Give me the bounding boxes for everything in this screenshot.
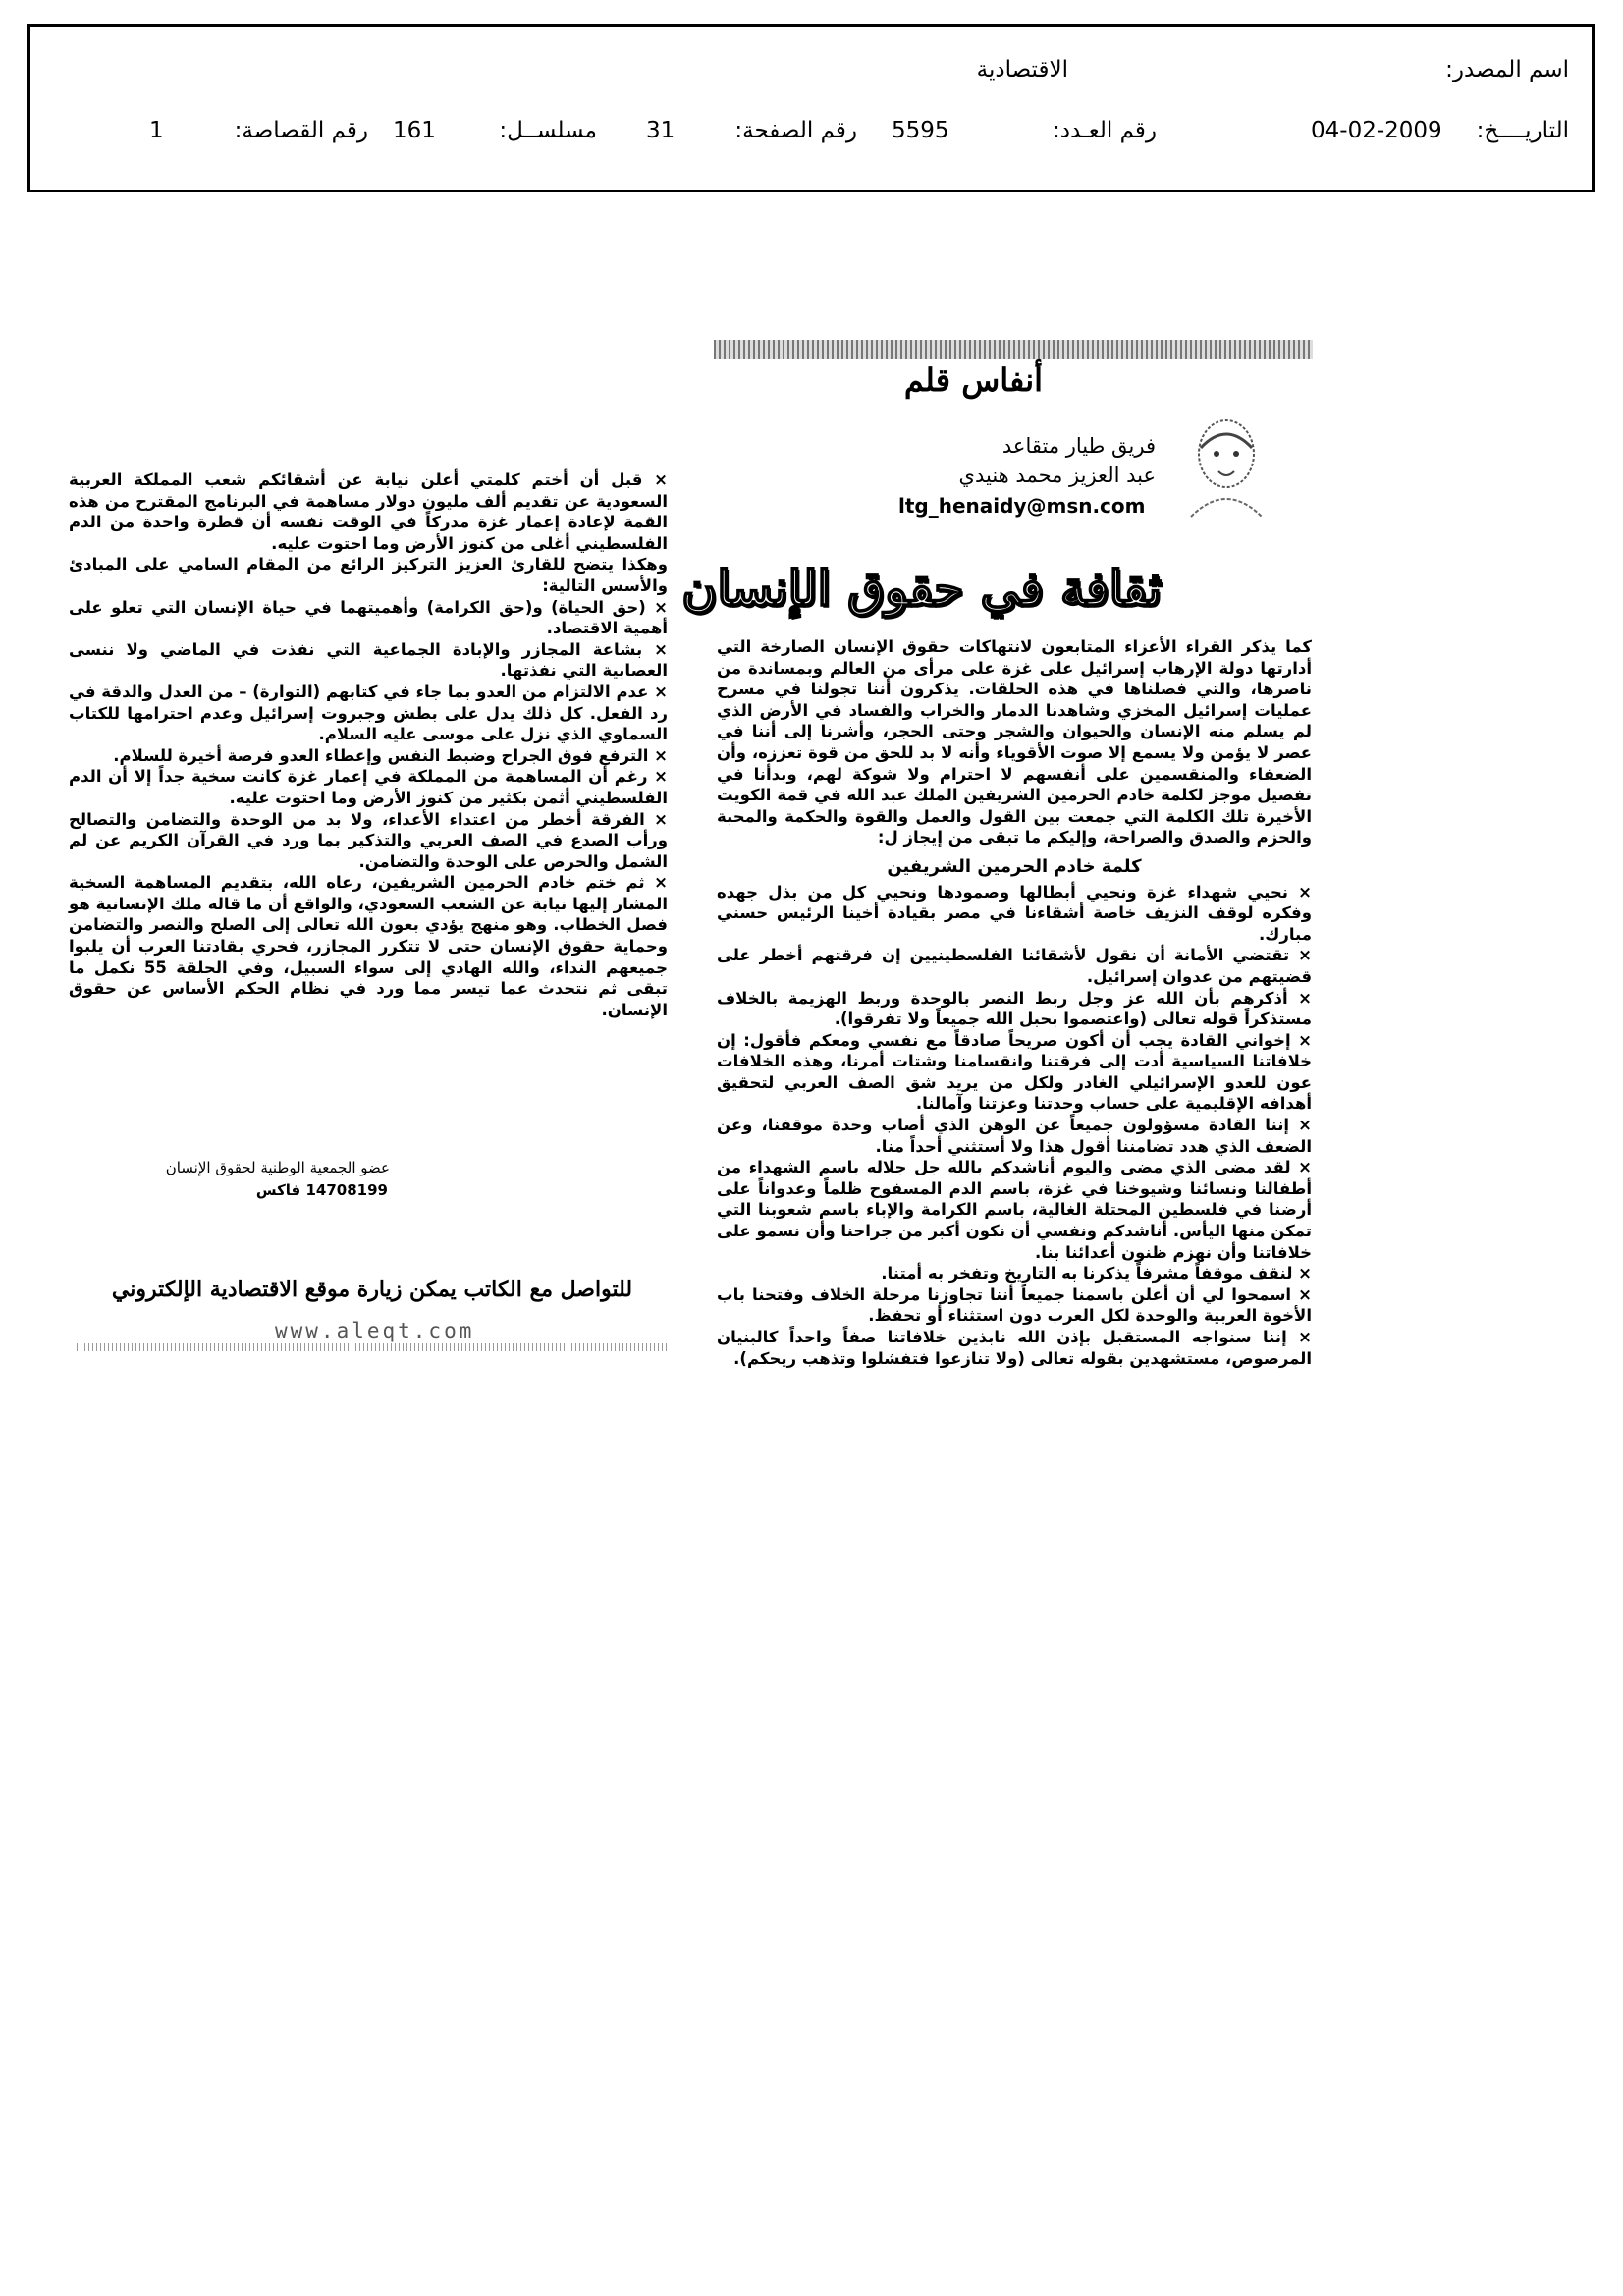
date-value: 04-02-2009	[1311, 118, 1442, 143]
fax-label: فاكس	[255, 1181, 301, 1199]
list-item: × ثم ختم خادم الحرمين الشريفين، رعاه الله، بتقديم المساهمة السخية المشار إليها نيابة عن الشعب السعودي، والواقع أن ما قاله ملك الإنسانية هو فصل الخطاب. وهو منهج يؤدي بعون الله تعالى إلى الصلح والنصر والتضامن وحماية حقوق الإنسان حتى لا تتكرر المجازر، فحري بقادتنا العرب أن يلبوا جميعهم النداء، والله الهادي إلى سواء السبيل، وفي الحلقة 55 نكمل ما تبقى ثم نتحدث عما تيسر مما ورد في نظام الحكم الأساس عن حقوق الإنسان.	[69, 873, 668, 1019]
website-link[interactable]: www.aleqt.com	[275, 1319, 475, 1342]
page-label: رقم الصفحة:	[734, 118, 857, 143]
article-column-left	[69, 469, 668, 1020]
list-item: × قبل أن أختم كلمتي أعلن نيابة عن أشقائكم شعب المملكة العربية السعودية عن تقديم ألف مليون دولار مساهمة في البرنامج المقترح من هذه القمة لإعادة إعمار غزة مدركاً في الوقت نفسه أن قطرة واحدة من الدم الفلسطيني أغلى من كنوز الأرض وما احتوت عليه.	[69, 470, 668, 553]
page-value: 31	[646, 118, 676, 143]
serial-value: 161	[393, 118, 436, 143]
list-item: × لقد مضى الذي مضى واليوم أناشدكم بالله جل جلاله باسم الشهداء من أطفالنا ونسائنا وشيوخنا في غزة، باسم الدم المسفوح ظلماً وعدواناً على أرضنا في فلسطين المحتلة الغالية، باسم الكرامة والإباء باسم شعوبنا التي تمكن منها اليأس. أناشدكم ونفسي أن نكون أكبر من جراحنا وأن نسمو على خلافاتنا وأن نهزم ظنون أعدائنا بنا.	[717, 1158, 1312, 1262]
list-item: × إخواني القادة يجب أن أكون صريحاً صادقاً مع نفسي ومعكم فأقول: إن خلافاتنا السياسية أدت إلى فرقتنا وانقسامنا وشتات أمرنا، وهذه الخلافات عون للعدو الإسرائيلي الغادر ولكل من يريد شق الصف العربي لتحقيق أهدافه الإقليمية على حساب وحدتنا وعزتنا وآمالنا.	[717, 1030, 1312, 1114]
author-signature: عضو الجمعية الوطنية لحقوق الإنسان	[165, 1159, 390, 1176]
clip-label: رقم القصاصة:	[234, 118, 368, 143]
source-value: الاقتصادية	[976, 57, 1068, 82]
fax-line	[256, 1181, 388, 1199]
list-item: × لنقف موقفاً مشرفاً يذكرنا به التاريخ وتفخر به أمتنا.	[881, 1264, 1312, 1284]
article-subheading: كلمة خادم الحرمين الشريفين	[887, 855, 1142, 877]
list-item: × رغم أن المساهمة من المملكة في إعمار غزة كانت سخية جداً إلا أن الدم الفلسطيني أثمن بكثير من كنوز الأرض وما احتوت عليه.	[69, 767, 668, 807]
clip-value: 1	[149, 118, 164, 143]
column-banner	[714, 340, 1313, 414]
article-headline: ثقافة في حقوق الإنسان	[681, 560, 1162, 617]
author-portrait	[1181, 410, 1271, 519]
list-item: × إننا القادة مسؤولون جميعاً عن الوهن الذي أصاب وحدة موقفنا، وعن الضعف الذي هدد تضامننا أقول هذا ولا أستثني أحداً منا.	[717, 1116, 1312, 1156]
list-item: × نحيي شهداء غزة ونحيي أبطالها وصمودها ونحيي كل من بذل جهده وفكره لوقف النزيف خاصة أشقاءنا في مصر بقيادة أخينا الرئيس حسني مبارك.	[717, 882, 1312, 944]
website-underline	[77, 1343, 668, 1351]
author-email: ltg_henaidy@msn.com	[898, 494, 1146, 518]
author-name: عبد العزيز محمد هنيدي	[958, 464, 1156, 487]
issue-label: رقم العـدد:	[1052, 118, 1157, 143]
article-column-right	[717, 636, 1312, 1369]
list-item: × أذكرهم بأن الله عز وجل ربط النصر بالوحدة وربط الهزيمة بالخلاف مستذكراً قوله تعالى (واعتصموا بحبل الله جميعاً ولا تفرقوا).	[717, 988, 1312, 1029]
fax-number: 14708199	[305, 1181, 388, 1199]
list-item: × عدم الالتزام من العدو بما جاء في كتابهم (التوارة) – من العدل والدقة في رد الفعل. كل ذلك يدل على بطش وجبروت إسرائيل وعدم احترامها للكتاب السماوي الذي نزل على موسى عليه السلام.	[69, 682, 668, 744]
issue-value: 5595	[892, 118, 949, 143]
list-item: وهكذا يتضح للقارئ العزيز التركيز الرائع من المقام السامي على المبادئ والأسس التالية:	[69, 555, 668, 595]
list-item: × إننا سنواجه المستقبل بإذن الله نابذين خلافاتنا صفاً واحداً كالبنيان المرصوص، مستشهدين بقوله تعالى (ولا تنازعوا فتفشلوا وتذهب ريحكم).	[717, 1328, 1312, 1368]
banner-texture	[714, 340, 1313, 359]
list-item: × (حق الحياة) و(حق الكرامة) وأهميتهما في حياة الإنسان التي تعلو على أهمية الاقتصاد.	[69, 597, 668, 638]
article-intro: كما يذكر القراء الأعزاء المتابعون لانتهاكات حقوق الإنسان الصارخة التي أدارتها دولة الإرهاب إسرائيل على غزة على مرأى من العالم وبمساندة من ناصرها، والتي فصلناها في هذه الحلقات. يذكرون أننا تجولنا في مسرح عمليات إسرائيل المخزي وشاهدنا الدمار والخراب والفساد في الأرض الذي لم يسلم منه الإنسان والحيوان والشجر وحتى الحجر، وأشرنا إلى أننا في عصر لا يؤمن ولا يسمع إلا صوت الأقوياء وأنه لا بد للحق من قوة تعززه، وأن الضعفاء والمنقسمين على أنفسهم لا احترام ولا شوكة لهم، وبدأنا في تفصيل موجز لكلمة خادم الحرمين الشريفين الملك عبد الله في قمة الكويت الأخيرة تلك الكلمة التي جمعت بين القول والعمل والقوة والحكمة والمحبة والحزم والصدق والصراحة، وإليكم ما تبقى من إيجاز ل:	[717, 637, 1312, 847]
date-label: التاريــــخ:	[1476, 118, 1569, 143]
source-label: اسم المصدر:	[1445, 57, 1569, 82]
serial-label: مسلســل:	[499, 118, 597, 143]
list-item: × اسمحوا لي أن أعلن باسمنا جميعاً أننا تجاوزنا مرحلة الخلاف وفتحنا باب الأخوة العربية والوحدة لكل العرب دون استثناء أو تحفظ.	[717, 1285, 1312, 1326]
list-item: × تقتضي الأمانة أن نقول لأشقائنا الفلسطينيين إن فرقتهم أخطر على قضيتهم من عدوان إسرائيل.	[717, 946, 1312, 986]
list-item: × بشاعة المجازر والإبادة الجماعية التي نفذت في الماضي ولا ننسى العصابية التي نفذتها.	[69, 639, 668, 681]
contact-banner: للتواصل مع الكاتب يمكن زيارة موقع الاقتصادية الإلكتروني	[111, 1277, 633, 1302]
list-item: × الفرقة أخطر من اعتداء الأعداء، ولا بد من الوحدة والتضامن والتصالح ورأب الصدع في الصف العربي والتذكير بما ورد في القرآن الكريم عن لم الشمل والحرص على الوحدة والتضامن.	[69, 809, 668, 871]
author-rank: فريق طيار متقاعد	[1001, 434, 1156, 458]
clipping-header	[27, 24, 1595, 192]
list-item: × الترفع فوق الجراح وضبط النفس وإعطاء العدو فرصة أخيرة للسلام.	[113, 745, 668, 765]
column-name: أنفاس قلم	[903, 361, 1043, 399]
